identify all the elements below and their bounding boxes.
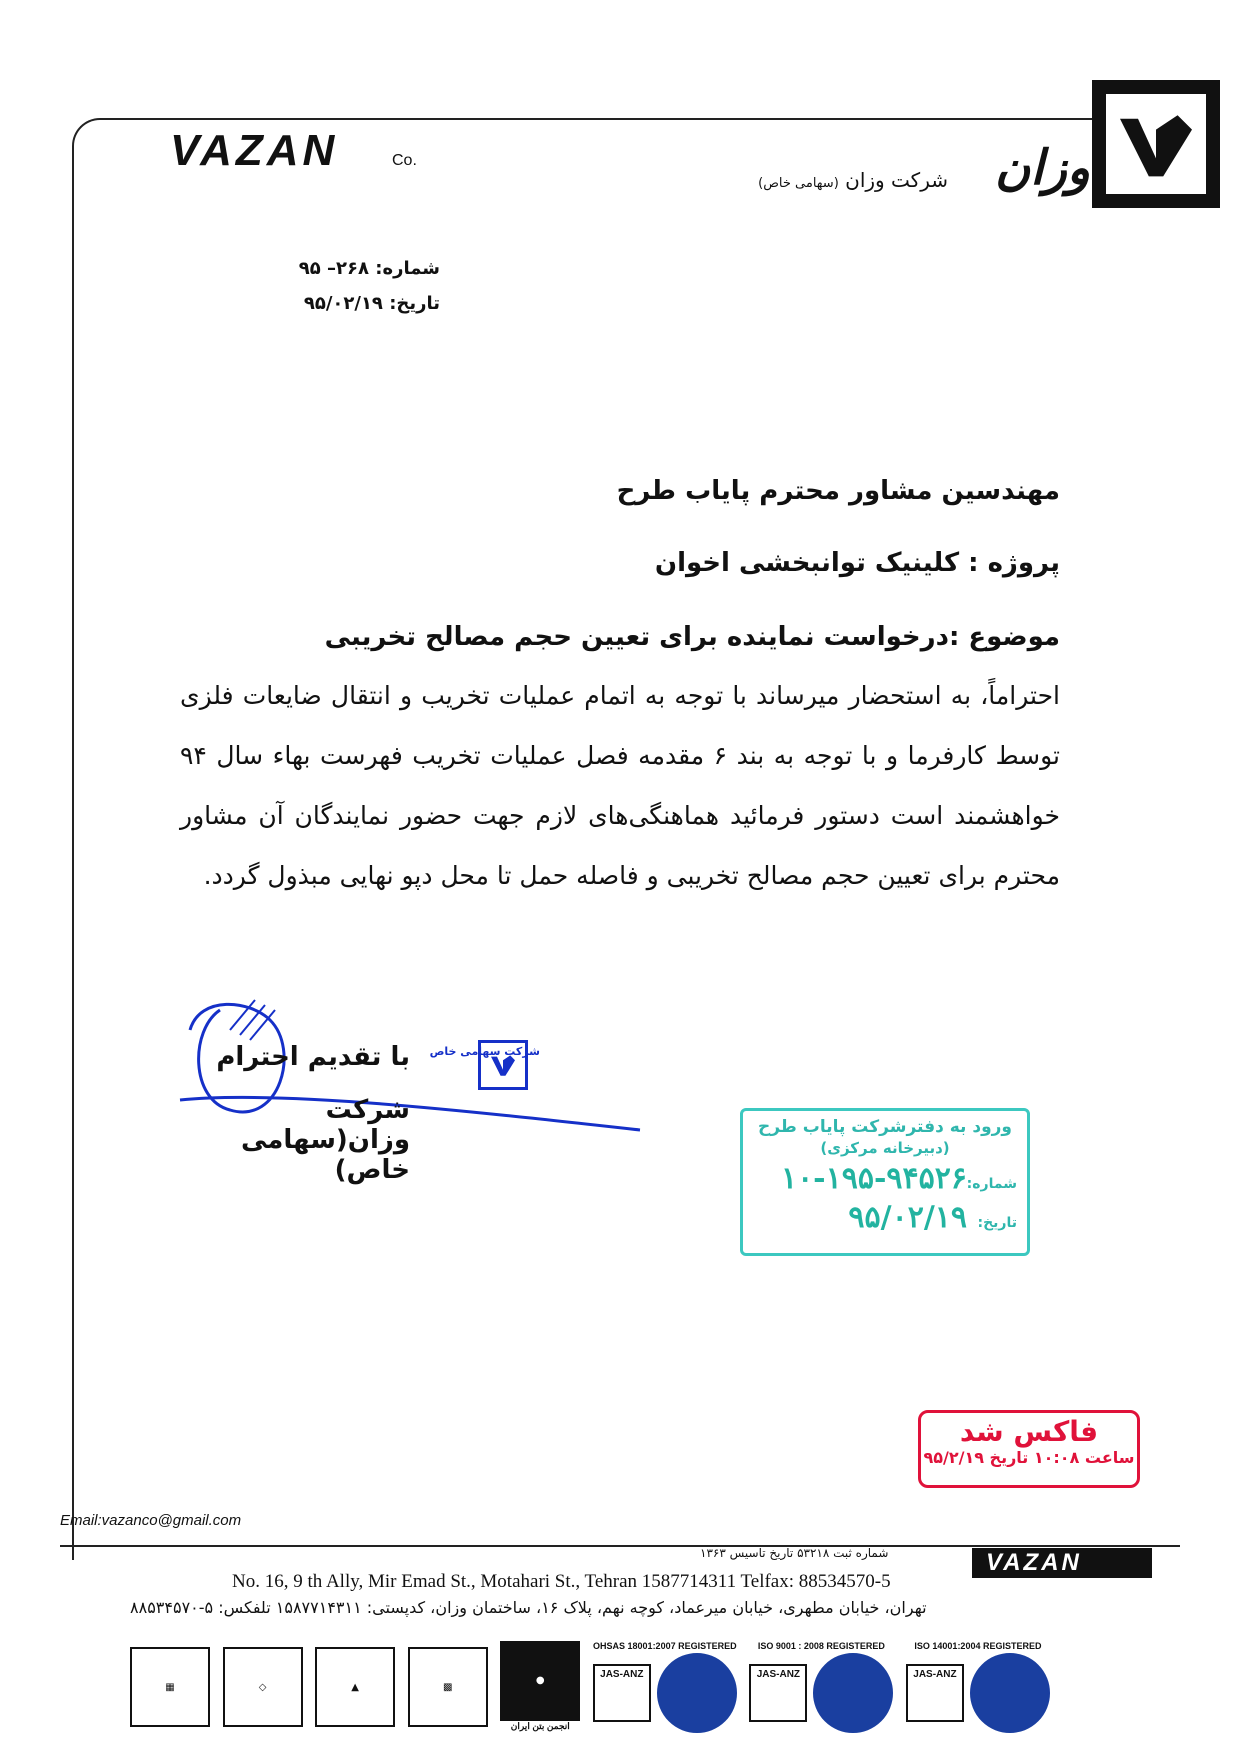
- footer-address-fa: تهران، خیابان مطهری، خیابان میرعماد، کوچه نهم، پلاک ۱۶، ساختمان وزان، کدپستی: ۱۵۸۷۷۱۴۳۱۱ تلفکس: ۵-۸۸۵۳۴۵۷۰: [130, 1598, 927, 1617]
- received-stamp-subtitle: (دبیرخانه مرکزی): [820, 1139, 950, 1157]
- cert-iso14001: [906, 1641, 1050, 1733]
- project: پروژه : کلینیک توانبخشی اخوان: [654, 548, 1060, 578]
- subject: موضوع :درخواست نماینده برای تعیین حجم مصالح تخریبی: [324, 622, 1060, 652]
- received-number-label: شماره:: [966, 1176, 1017, 1192]
- cert-iso14001-seal-icon: [970, 1653, 1050, 1733]
- cert-ohsas-jas: JAS-ANZ: [593, 1664, 651, 1722]
- closing-line: با تقدیم احترام: [216, 1042, 410, 1072]
- letter-number: شماره: ۲۶۸– ۹۵: [298, 258, 440, 279]
- assoc-logo-icon-3: ▲: [315, 1647, 395, 1727]
- footer-divider: [60, 1545, 1180, 1547]
- brand-fa: وزان: [995, 140, 1090, 196]
- signature-stamp-text: شرکت سهامی خاص: [429, 1045, 540, 1058]
- company-name-fa: [700, 168, 948, 192]
- brand-en: VAZAN: [170, 126, 339, 175]
- letter-date: تاریخ: ۹۵/۰۲/۱۹: [303, 293, 440, 314]
- received-number-value: ۱۰-۱۹۵-۹۴۵۲۶: [780, 1161, 967, 1196]
- fax-stamp: [918, 1410, 1140, 1488]
- footer-brand: VAZAN: [972, 1548, 1152, 1578]
- company-type: (سهامی خاص): [758, 176, 839, 191]
- company-name: شرکت وزان: [845, 168, 948, 192]
- footer-address-en: No. 16, 9 th Ally, Mir Emad St., Motahari St., Tehran 1587714311 Telfax: 88534570-5: [232, 1571, 891, 1592]
- footer-registration: شماره ثبت ۵۳۲۱۸ تاریخ تاسیس ۱۳۶۳: [700, 1546, 889, 1560]
- signature-stamp-logo-icon: [478, 1040, 528, 1090]
- letter-body: احتراماً، به استحضار میرساند با توجه به اتمام عملیات تخریب و انتقال ضایعات فلزی توسط کارفرما و با توجه به بند ۶ مقدمه فصل عملیات تخریب فهرست بهاء سال ۹۴ خواهشمند است دستور فرمائید هماهنگی‌های لازم جهت حضور نمایندگان آن مشاور محترم برای تعیین حجم مصالح تخریبی و فاصله حمل تا محل دپو نهایی مبذول گردد.: [180, 681, 1060, 890]
- concrete-assoc-logo-icon: ●: [500, 1641, 580, 1721]
- assoc-logo-icon-4: ▩: [408, 1647, 488, 1727]
- cert-ohsas: [593, 1641, 737, 1733]
- concrete-assoc: [500, 1641, 580, 1734]
- received-date-value: ۹۵/۰۲/۱۹: [848, 1200, 967, 1235]
- recipient: مهندسین مشاور محترم پایاب طرح: [616, 476, 1060, 506]
- vazan-logo-icon: [1092, 80, 1220, 208]
- fax-stamp-title: فاکس شد: [959, 1415, 1099, 1448]
- received-stamp: [740, 1108, 1030, 1256]
- cert-iso9001-jas: JAS-ANZ: [749, 1664, 807, 1722]
- received-stamp-title: ورود به دفترشرکت پایاب طرح: [757, 1117, 1012, 1137]
- assoc-logo-icon-2: ◇: [223, 1647, 303, 1727]
- received-date-label: تاریخ:: [977, 1215, 1017, 1231]
- footer-email: Email:vazanco@gmail.com: [60, 1512, 242, 1529]
- brand-en-suffix: Co.: [392, 152, 417, 169]
- assoc-logo-icon-1: ▦: [130, 1647, 210, 1727]
- closing-company: شرکت وزان(سهامی خاص): [240, 1095, 410, 1185]
- cert-iso9001-seal-icon: [813, 1653, 893, 1733]
- cert-iso14001-jas: JAS-ANZ: [906, 1664, 964, 1722]
- cert-ohsas-seal-icon: [657, 1653, 737, 1733]
- fax-stamp-line: ساعت ۱۰:۰۸ تاریخ ۹۵/۲/۱۹: [923, 1448, 1135, 1467]
- certification-logos: [130, 1632, 1050, 1742]
- cert-iso9001-caption: ISO 9001 : 2008 REGISTERED: [757, 1641, 885, 1651]
- cert-ohsas-caption: OHSAS 18001:2007 REGISTERED: [593, 1641, 737, 1651]
- cert-iso9001: [749, 1641, 893, 1733]
- cert-iso14001-caption: ISO 14001:2004 REGISTERED: [914, 1641, 1042, 1651]
- concrete-assoc-label: انجمن بتن ایران: [510, 1720, 570, 1731]
